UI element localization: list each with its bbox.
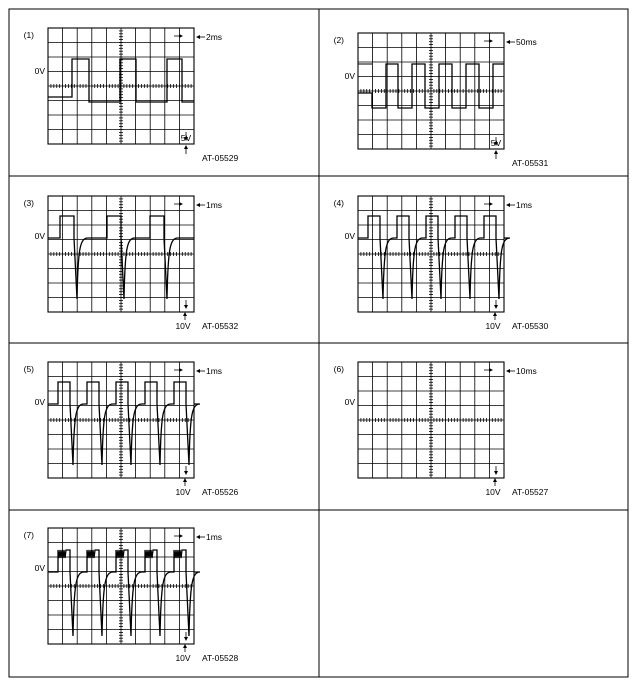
time-div-label: 10ms xyxy=(516,366,537,376)
time-div-label: 1ms xyxy=(206,532,223,542)
time-marker-arrowhead xyxy=(179,368,183,372)
waveform-trace-ghost xyxy=(358,64,372,93)
panel-number: (6) xyxy=(333,364,344,374)
zero-volt-label: 0V xyxy=(344,397,355,407)
figure-ref-code: AT-05527 xyxy=(512,487,549,497)
panel-number: (7) xyxy=(23,530,34,540)
panel-number: (2) xyxy=(333,35,344,45)
time-div-label: 1ms xyxy=(516,200,533,210)
time-div-label: 1ms xyxy=(206,200,223,210)
volt-marker-arrowhead xyxy=(184,637,188,641)
volt-ref-arrowhead xyxy=(183,644,187,648)
time-marker-arrowhead xyxy=(179,534,183,538)
figure-ref-code: AT-05531 xyxy=(512,158,549,168)
waveform-trace xyxy=(48,550,200,636)
table-frame xyxy=(9,9,628,677)
time-marker-arrowhead xyxy=(179,34,183,38)
waveform-trace xyxy=(48,382,200,465)
time-div-arrowhead xyxy=(506,369,510,373)
time-marker-arrowhead xyxy=(489,39,493,43)
volt-ref-arrowhead xyxy=(183,312,187,316)
figure-ref-code: AT-05530 xyxy=(512,321,549,331)
volt-ref-arrowhead xyxy=(183,478,187,482)
scope-panel-4 xyxy=(334,196,549,331)
time-div-label: 2ms xyxy=(206,32,223,42)
time-div-arrowhead xyxy=(196,369,200,373)
scope-panel-3 xyxy=(24,196,239,331)
volt-ref-arrowhead xyxy=(494,150,498,154)
figure-ref-code: AT-05528 xyxy=(202,653,239,663)
time-div-arrowhead xyxy=(506,40,510,44)
time-div-label: 1ms xyxy=(206,366,223,376)
time-div-arrowhead xyxy=(196,35,200,39)
zero-volt-label: 0V xyxy=(34,231,45,241)
volt-div-label: 10V xyxy=(175,653,191,663)
zero-volt-label: 0V xyxy=(34,563,45,573)
volt-div-label: 10V xyxy=(175,321,191,331)
zero-volt-label: 0V xyxy=(34,397,45,407)
figure-ref-code: AT-05526 xyxy=(202,487,239,497)
volt-div-label: 5V xyxy=(180,133,192,143)
volt-div-label: 10V xyxy=(175,487,191,497)
scope-panel-2 xyxy=(334,33,549,168)
volt-marker-arrowhead xyxy=(184,471,188,475)
volt-marker-arrowhead xyxy=(184,305,188,309)
volt-div-label: 5V xyxy=(490,138,502,148)
scope-panel-7 xyxy=(24,528,239,663)
volt-ref-arrowhead xyxy=(184,145,188,149)
volt-marker-arrowhead xyxy=(494,471,498,475)
time-marker-arrowhead xyxy=(179,202,183,206)
volt-ref-arrowhead xyxy=(493,312,497,316)
scope-panel-6 xyxy=(334,362,549,497)
zero-volt-label: 0V xyxy=(344,231,355,241)
time-div-label: 50ms xyxy=(516,37,537,47)
time-marker-arrowhead xyxy=(489,368,493,372)
panel-number: (1) xyxy=(23,30,34,40)
time-marker-arrowhead xyxy=(489,202,493,206)
time-div-arrowhead xyxy=(196,203,200,207)
figure-ref-code: AT-05529 xyxy=(202,153,239,163)
panel-number: (5) xyxy=(23,364,34,374)
waveform-trace xyxy=(358,216,510,299)
volt-div-label: 10V xyxy=(485,321,501,331)
time-div-arrowhead xyxy=(196,535,200,539)
zero-volt-label: 0V xyxy=(34,66,45,76)
figure-ref-code: AT-05532 xyxy=(202,321,239,331)
volt-ref-arrowhead xyxy=(493,478,497,482)
zero-volt-label: 0V xyxy=(344,71,355,81)
volt-marker-arrowhead xyxy=(494,305,498,309)
scope-panel-5 xyxy=(24,362,239,497)
time-div-arrowhead xyxy=(506,203,510,207)
scope-panel-1 xyxy=(24,28,239,163)
panel-number: (3) xyxy=(23,198,34,208)
panel-number: (4) xyxy=(333,198,344,208)
volt-div-label: 10V xyxy=(485,487,501,497)
